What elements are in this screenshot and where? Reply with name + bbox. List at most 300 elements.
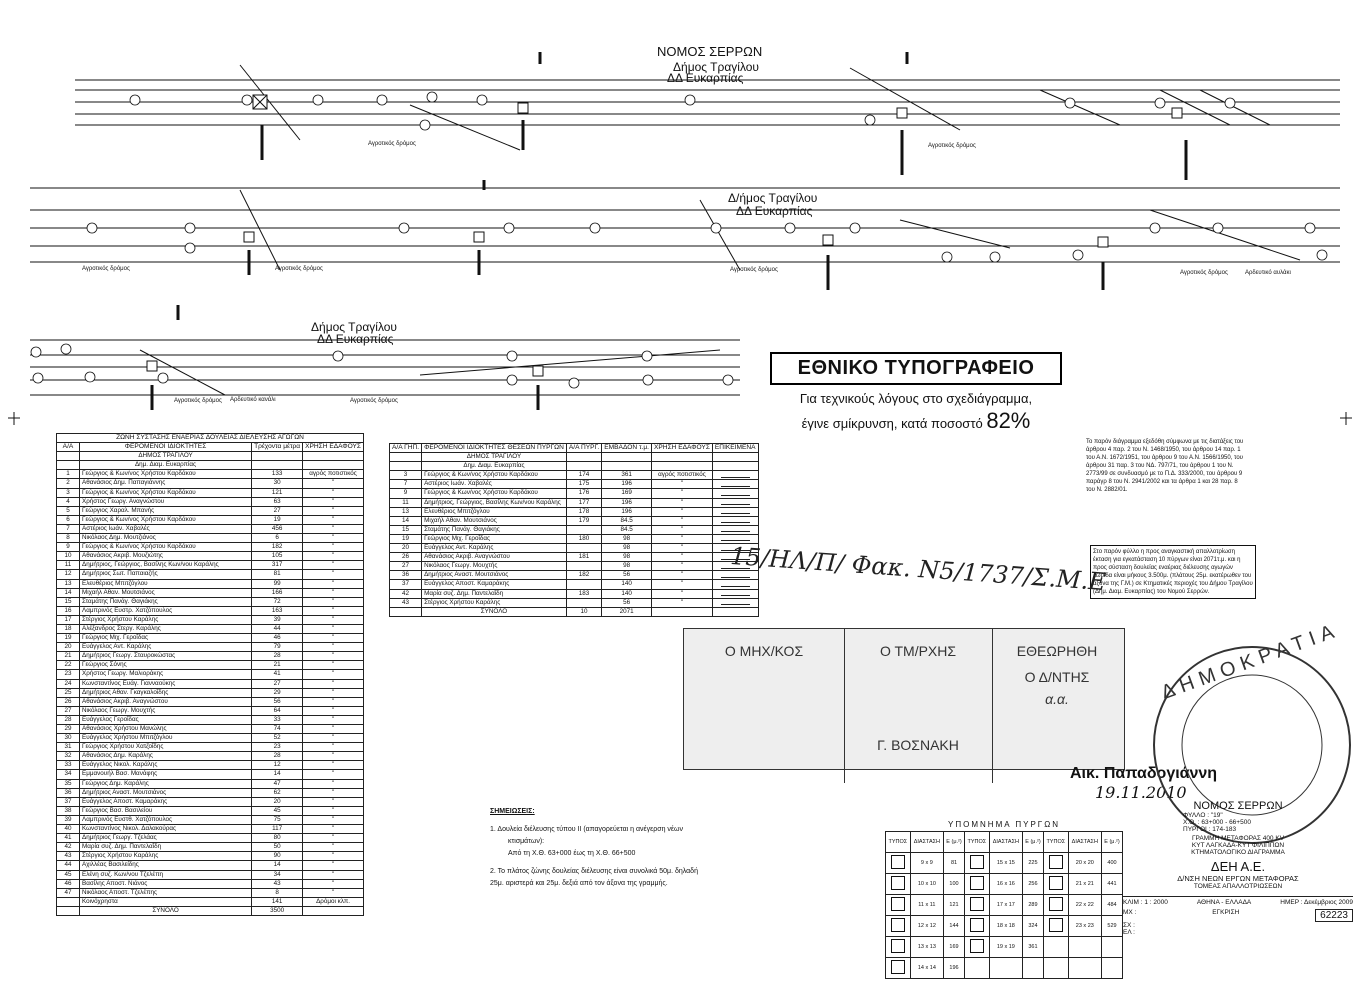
table-cell: " xyxy=(303,697,364,706)
legend-cell xyxy=(1101,958,1122,979)
table-row xyxy=(390,489,759,498)
legend-cell: 441 xyxy=(1101,874,1122,895)
table-cell: 31 xyxy=(57,743,80,752)
tower-symbol-icon xyxy=(886,937,911,958)
table-row xyxy=(57,679,364,688)
tower-legend xyxy=(885,820,1123,979)
table-row xyxy=(390,534,759,543)
table-cell: Γεώργιος & Κων/νος Χρήστου Καρδάκου xyxy=(422,489,567,498)
table-cell: 80 xyxy=(252,834,303,843)
table-cell: 38 xyxy=(57,806,80,815)
table-row xyxy=(57,706,364,715)
table-row xyxy=(57,825,364,834)
table-cell: 6 xyxy=(57,515,80,524)
table-row xyxy=(57,752,364,761)
table-row xyxy=(57,561,364,570)
ditch-label: Αρδευτικό κανάλι xyxy=(230,397,276,403)
table-cell: " xyxy=(303,843,364,852)
table-row xyxy=(57,888,364,897)
table-cell: 9 xyxy=(57,543,80,552)
table-row xyxy=(57,715,364,724)
table-cell: " xyxy=(303,506,364,515)
table-cell: Ευάγγελος Αντ. Καράλης xyxy=(80,643,252,652)
table-cell: Ελένη συζ. Κων/νου Τζελέπη xyxy=(80,870,252,879)
table-row xyxy=(390,571,759,580)
group-label: ΔΗΜΟΣ ΤΡΑΓΙΛΟΥ xyxy=(422,453,567,462)
table-cell: " xyxy=(652,562,713,571)
table-row xyxy=(390,516,759,525)
table-cell: 12 xyxy=(252,761,303,770)
table-cell: 98 xyxy=(602,562,652,571)
table-row xyxy=(57,570,364,579)
easement-table xyxy=(56,433,364,916)
table-cell: Ευάγγελος Νικολ. Καράλης xyxy=(80,761,252,770)
table-cell: 56 xyxy=(252,697,303,706)
legend-cell: 289 xyxy=(1023,895,1044,916)
tb-scale: ΚΛΙΜ : 1 : 2000 xyxy=(1123,899,1168,906)
table-cell: 175 xyxy=(566,480,601,489)
table-cell: " xyxy=(303,834,364,843)
table-cell: Γεώργιος Μιχ. Γεροΐδας xyxy=(80,634,252,643)
table-cell: 19 xyxy=(252,515,303,524)
table-row xyxy=(57,479,364,488)
easement-table-title: ΖΩΝΗ ΣΥΣΤΑΣΗΣ ΕΝΑΕΡΙΑΣ ΔΟΥΛΕΙΑΣ ΔΙΕΛΕΥΣΗΣ ΑΓΩΓΩΝ xyxy=(57,434,364,443)
table-cell: 16 xyxy=(57,606,80,615)
table-cell: Αθανάσιος Δημ. Καράλης xyxy=(80,752,252,761)
notice-line2: έγινε σμίκρυνση, κατά ποσοστό 82% xyxy=(801,408,1031,433)
table-cell: 15 xyxy=(57,597,80,606)
municipality-label-2: Δ/ήμος Τραγίλου xyxy=(728,191,818,205)
legend-header: ΔΙΑΣΤΑΣΗ xyxy=(989,832,1022,853)
table-cell: " xyxy=(652,480,713,489)
table-cell: " xyxy=(652,516,713,525)
table-cell: " xyxy=(652,507,713,516)
tb-sheet: ΦΥΛΛΟ : "19" xyxy=(1183,812,1223,819)
table-cell: " xyxy=(303,606,364,615)
note-2b: 25μ. αριστερά και 25μ. δεξιά από τον άξονα της γραμμής. xyxy=(490,880,668,887)
table-cell: " xyxy=(652,525,713,534)
legend-row xyxy=(886,958,1123,979)
table-cell: " xyxy=(303,870,364,879)
legend-cell: 529 xyxy=(1101,916,1122,937)
table-cell: Δημήτριος, Γεώργιος, Βασίλης Κων/νου Καράλης xyxy=(80,561,252,570)
tb-number: 62223 xyxy=(1315,909,1353,922)
table-cell xyxy=(566,580,601,589)
note-2: 2. Το πλάτος ζώνης δουλείας διέλευσης είναι συνολικά 50μ. δηλαδή xyxy=(490,868,698,875)
table-cell: 14 xyxy=(252,770,303,779)
legend-cell: 196 xyxy=(944,958,965,979)
legend-cell: 484 xyxy=(1101,895,1122,916)
table-cell xyxy=(566,562,601,571)
table-cell: 46 xyxy=(252,634,303,643)
table-cell: 13 xyxy=(57,579,80,588)
stamp-engineer: Ο ΜΗΧ/ΚΟΣ xyxy=(684,629,845,783)
table-cell: Ευάγγελος Αποστ. Καμαράκης xyxy=(80,797,252,806)
table-cell: 24 xyxy=(57,679,80,688)
table-cell: 34 xyxy=(252,870,303,879)
table-cell: 44 xyxy=(57,861,80,870)
total-area: 2071 xyxy=(602,607,652,616)
table-cell: 43 xyxy=(252,879,303,888)
table-row xyxy=(390,498,759,507)
table-cell: 7 xyxy=(390,480,422,489)
table-row xyxy=(57,797,364,806)
legend-header: ΤΥΠΟΣ xyxy=(886,832,911,853)
table-cell: " xyxy=(303,788,364,797)
tb-line-desc: ΓΡΑΜΜΗ ΜΕΤΑΦΟΡΑΣ 400 KV xyxy=(1191,835,1285,842)
tb-division: Δ/ΝΣΗ ΝΕΩΝ ΕΡΓΩΝ ΜΕΤΑΦΟΡΑΣ xyxy=(1177,874,1299,883)
tower-symbol-icon xyxy=(1043,895,1068,916)
table-cell: 17 xyxy=(57,615,80,624)
signature-date: 19.11.2010 xyxy=(1095,783,1187,802)
municipality-label: Δήμος Τραγίλου xyxy=(673,60,759,74)
table-row xyxy=(390,580,759,589)
table-cell: " xyxy=(303,852,364,861)
legend-cell: 23 x 23 xyxy=(1068,916,1101,937)
table-cell: Στέργιος Χρήστου Καράλης xyxy=(422,598,567,607)
legend-row xyxy=(886,895,1123,916)
col-header: ΕΠΙΚΕΙΜΕΝΑ xyxy=(712,444,758,453)
tb-diagram: ΚΤΗΜΑΤΟΛΟΓΙΚΟ ΔΙΑΓΡΑΜΜΑ xyxy=(1191,849,1285,856)
table-cell: 33 xyxy=(57,761,80,770)
notes-block xyxy=(490,806,750,890)
table-cell: " xyxy=(652,498,713,507)
table-cell: 179 xyxy=(566,516,601,525)
table-cell: 117 xyxy=(252,825,303,834)
table-cell: αγρός ποτιστικός xyxy=(303,470,364,479)
legend-header: ΔΙΑΣΤΑΣΗ xyxy=(910,832,943,853)
tb-approval: ΕΓΚΡΙΣΗ xyxy=(1212,909,1240,916)
tb-drawn: ΜΧ : xyxy=(1123,909,1137,916)
table-row xyxy=(57,579,364,588)
table-cell: " xyxy=(303,715,364,724)
table-cell: Αστέριος Ιωάν. Χαβαλές xyxy=(80,524,252,533)
table-cell: Λαμπρινός Ευστθ. Χατζόπουλος xyxy=(80,815,252,824)
legend-cell: 16 x 16 xyxy=(989,874,1022,895)
tb-ea: ΕΛ : xyxy=(1123,929,1135,936)
table-cell: 39 xyxy=(57,815,80,824)
table-row xyxy=(57,734,364,743)
table-cell: Κωνσταντίνος Ευάγ. Γιανναούκης xyxy=(80,679,252,688)
table-cell xyxy=(712,480,758,489)
table-cell: 133 xyxy=(252,470,303,479)
table-cell: Ευάγγελος Γεροΐδας xyxy=(80,715,252,724)
table-row xyxy=(57,697,364,706)
table-cell: 10 xyxy=(57,552,80,561)
district-label-3: ΔΔ Ευκαρπίας xyxy=(317,332,394,346)
table-cell: 98 xyxy=(602,544,652,553)
tower-symbol-icon xyxy=(964,874,989,895)
table-cell: 41 xyxy=(57,834,80,843)
table-cell: Γεώργιος Χαραλ. Μπανής xyxy=(80,506,252,515)
table-cell: " xyxy=(303,815,364,824)
table-cell: 27 xyxy=(390,562,422,571)
table-cell: Γεώργιος & Κων/νος Χρήστου Καρδάκου xyxy=(80,543,252,552)
legend-cell: 144 xyxy=(944,916,965,937)
table-cell: Νικόλαος Αποστ. Τζελέπης xyxy=(80,888,252,897)
table-cell: Δημήτριος Αναστ. Μουτσιάνος xyxy=(422,571,567,580)
table-cell: Γεώργιος Μιχ. Γεροΐδας xyxy=(422,534,567,543)
table-cell xyxy=(712,471,758,480)
table-cell: Γεώργιος & Κων/νος Χρήστου Καρδάκου xyxy=(80,515,252,524)
table-cell: Αστέριος Ιωάν. Χαβαλές xyxy=(422,480,567,489)
group-label: ΔΗΜΟΣ ΤΡΑΓΙΛΟΥ xyxy=(80,452,252,461)
group-label: Δημ. Διαμ. Ευκαρπίας xyxy=(80,461,252,470)
table-cell: Ευάγγελος Αντ. Καράλης xyxy=(422,544,567,553)
table-cell: 84.5 xyxy=(602,525,652,534)
table-cell: 50 xyxy=(252,843,303,852)
table-cell: Εμμανουήλ Βασ. Μανάφης xyxy=(80,770,252,779)
table-cell: 36 xyxy=(57,788,80,797)
tb-towers: ΠΥΡΓΟΙ : 174-183 xyxy=(1183,826,1237,833)
table-cell: " xyxy=(303,879,364,888)
table-cell: " xyxy=(303,634,364,643)
total-label: ΣΥΝΟΛΟ xyxy=(422,607,567,616)
table-cell: 6 xyxy=(252,534,303,543)
table-cell: 12 xyxy=(57,570,80,579)
table-cell: 46 xyxy=(57,879,80,888)
table-cell: 196 xyxy=(602,480,652,489)
table-cell xyxy=(712,498,758,507)
table-cell: 22 xyxy=(57,661,80,670)
table-cell: 5 xyxy=(57,506,80,515)
table-cell: 79 xyxy=(252,643,303,652)
table-cell: " xyxy=(652,580,713,589)
legend-cell: 256 xyxy=(1023,874,1044,895)
notice-percent: 82% xyxy=(986,408,1031,433)
legend-cell: 9 x 9 xyxy=(910,853,943,874)
table-cell: 26 xyxy=(57,697,80,706)
legend-cell: 81 xyxy=(944,853,965,874)
table-row xyxy=(57,552,364,561)
table-row xyxy=(390,507,759,516)
table-row xyxy=(57,770,364,779)
legend-table xyxy=(885,831,1123,979)
table-cell: 99 xyxy=(252,579,303,588)
table-cell: 44 xyxy=(252,624,303,633)
table-cell: Δημήτριος, Γεώργιος, Βασίλης Κων/νου Καράλης xyxy=(422,498,567,507)
legend-cell: 324 xyxy=(1023,916,1044,937)
table-cell: " xyxy=(303,543,364,552)
district-label: ΔΔ Ευκαρπίας xyxy=(667,71,744,85)
table-cell: 56 xyxy=(602,571,652,580)
table-cell: 36 xyxy=(390,571,422,580)
table-cell: Ελευθέριος Μπιτζόγλου xyxy=(80,579,252,588)
table-cell: 56 xyxy=(602,598,652,607)
table-cell: 81 xyxy=(252,570,303,579)
table-cell: 34 xyxy=(57,770,80,779)
ditch-label-2: Αρδευτικό αυλάκι xyxy=(1245,270,1291,276)
tower-symbol-icon xyxy=(886,895,911,916)
tower-symbol-icon xyxy=(886,916,911,937)
legend-cell: 20 x 20 xyxy=(1068,853,1101,874)
legal-note: Το παρόν διάγραμμα εξεδόθη σύμφωνα με τις διατάξεις του άρθρου 4 παρ. 2 του Ν. 1468/1950, του άρθρου 14 παρ. 1 του Α.Ν. 1672/1951, του άρθρου 9 του Α.Ν. 1566/1950, του άρθρου 31 παρ. 3 του ΝΔ. 797/71, του άρθρου 1 του Ν. 2773/99 σε συνδυασμό με το Π.Δ. 333/2000, του άρθρου 9 παράγρ 8 του Ν. 2941/2002 και τα άρθρα 1 και 28 παρ. 8 του Ν. 2882/01. xyxy=(1086,439,1244,493)
road-label: Αγροτικός δρόμος xyxy=(174,398,222,404)
table-cell: 14 xyxy=(57,588,80,597)
table-row xyxy=(390,544,759,553)
table-cell: 72 xyxy=(252,597,303,606)
table-cell: " xyxy=(303,806,364,815)
table-cell xyxy=(566,598,601,607)
table-row xyxy=(57,506,364,515)
table-cell: 166 xyxy=(252,588,303,597)
legend-cell: 11 x 11 xyxy=(910,895,943,916)
total-towers: 10 xyxy=(566,607,601,616)
road-label: Αγροτικός δρόμος xyxy=(350,398,398,404)
table-cell: " xyxy=(303,688,364,697)
legend-header: ΤΥΠΟΣ xyxy=(964,832,989,853)
table-cell: 37 xyxy=(57,797,80,806)
note-1: 1. Δουλεία διέλευσης τύπου ΙΙ (απαγορεύεται η ανέγερση νέων xyxy=(490,826,684,833)
table-cell: 39 xyxy=(252,615,303,624)
table-cell xyxy=(712,580,758,589)
table-cell: Αθανάσιος Χρήστου Μανώλης xyxy=(80,725,252,734)
table-cell: " xyxy=(303,661,364,670)
table-row xyxy=(57,779,364,788)
table-row xyxy=(57,543,364,552)
table-cell: Νικόλαος Δημ. Μουτζιάνος xyxy=(80,534,252,543)
table-cell: 13 xyxy=(390,507,422,516)
table-cell: Χρήστος Γεωργ. Μαλιοράκης xyxy=(80,670,252,679)
table-cell: 43 xyxy=(57,852,80,861)
table-cell: Μαρία συζ. Δημ. Παντελαΐδη xyxy=(80,843,252,852)
table-cell: 64 xyxy=(252,706,303,715)
legend-row xyxy=(886,937,1123,958)
table-cell: 37 xyxy=(390,580,422,589)
table-cell: 98 xyxy=(602,553,652,562)
road-label: Αγροτικός δρόμος xyxy=(368,141,416,147)
table-row xyxy=(57,634,364,643)
legend-cell: 121 xyxy=(944,895,965,916)
table-cell: Αχιλλέας Βασιλείδης xyxy=(80,861,252,870)
table-cell: Μιχαήλ Αθαν. Μουτσιάνος xyxy=(80,588,252,597)
table-cell: Αθανάσιος Δημ. Παπαγιάννης xyxy=(80,479,252,488)
national-printing-notice xyxy=(770,352,1062,432)
legend-cell: 14 x 14 xyxy=(910,958,943,979)
table-cell: 28 xyxy=(57,715,80,724)
legend-cell: 12 x 12 xyxy=(910,916,943,937)
table-cell: 27 xyxy=(252,679,303,688)
table-cell: 20 xyxy=(390,544,422,553)
table-cell: 63 xyxy=(252,497,303,506)
table-cell: Αθανάσιος Ακριβ. Αναγνώστου xyxy=(80,697,252,706)
table-cell: 23 xyxy=(252,743,303,752)
legend-header: ΔΙΑΣΤΑΣΗ xyxy=(1068,832,1101,853)
handwritten-reference: 15/ΗΛ/Π/ Φακ. Ν5/1737/Σ.Μ.Ε xyxy=(729,541,1107,597)
legend-header: Ε (μ.²) xyxy=(944,832,965,853)
table-cell: Ελευθέριος Μπιτζόγλου xyxy=(422,507,567,516)
notice-line1: Για τεχνικούς λόγους στο σχεδιάγραμμα, xyxy=(799,391,1033,406)
table-cell: Νικόλαος Γεωργ. Μουχτής xyxy=(80,706,252,715)
table-cell: 177 xyxy=(566,498,601,507)
legend-cell: 169 xyxy=(944,937,965,958)
tower-symbol-icon xyxy=(964,916,989,937)
table-cell: 20 xyxy=(57,643,80,652)
table-row xyxy=(57,652,364,661)
table-cell: 182 xyxy=(566,571,601,580)
legend-header: Ε (μ.²) xyxy=(1101,832,1122,853)
table-cell: " xyxy=(303,743,364,752)
table-cell: " xyxy=(303,615,364,624)
municipality-label-3: Δήμος Τραγίλου xyxy=(311,320,397,334)
legend-cell: 225 xyxy=(1023,853,1044,874)
col-header: ΕΜΒΑΔΟΝ τ.μ. xyxy=(602,444,652,453)
table-cell: " xyxy=(652,553,713,562)
table-cell: " xyxy=(303,561,364,570)
table-cell: 84.5 xyxy=(602,516,652,525)
table-row xyxy=(390,471,759,480)
tower-symbol-icon xyxy=(1043,937,1068,958)
table-cell: Αθανάσιος Ακριβ. Μουζιώτης xyxy=(80,552,252,561)
table-cell: 52 xyxy=(252,734,303,743)
tb-sx: ΣΧ : xyxy=(1123,922,1135,929)
table-cell: 47 xyxy=(252,779,303,788)
table-cell: 25 xyxy=(57,688,80,697)
tb-kp: Χ.Θ. : 63+000 - 66+500 xyxy=(1183,819,1251,826)
table-cell: " xyxy=(303,752,364,761)
legend-cell: 10 x 10 xyxy=(910,874,943,895)
table-row xyxy=(57,524,364,533)
table-cell: 180 xyxy=(566,534,601,543)
tb-date: ΗΜΕΡ : Δεκέμβριος 2009 xyxy=(1280,899,1353,906)
notice-title: ΕΘΝΙΚΟ ΤΥΠΟΓΡΑΦΕΙΟ xyxy=(770,352,1062,385)
tb-line-name: ΚΥΤ ΛΑΓΚΑΔΑ-ΚΥΤ ΦΙΛΙΠΠΩΝ xyxy=(1191,842,1285,849)
table-row xyxy=(57,806,364,815)
legend-cell: 400 xyxy=(1101,853,1122,874)
tb-company: ΔΕΗ Α.Ε. xyxy=(1210,859,1266,874)
table-cell: 176 xyxy=(566,489,601,498)
table-cell: " xyxy=(303,588,364,597)
road-label: Αγροτικός δρόμος xyxy=(928,143,976,149)
table-row xyxy=(57,843,364,852)
tower-symbol-icon xyxy=(964,958,989,979)
legend-cell: 21 x 21 xyxy=(1068,874,1101,895)
table-cell xyxy=(712,589,758,598)
table-cell: 30 xyxy=(57,734,80,743)
table-cell: 140 xyxy=(602,589,652,598)
table-cell: 21 xyxy=(252,661,303,670)
title-block xyxy=(1123,800,1353,950)
table-cell: " xyxy=(303,670,364,679)
road-label: Αγροτικός δρόμος xyxy=(275,266,323,272)
table-cell: 42 xyxy=(57,843,80,852)
towers-table xyxy=(389,443,759,617)
table-cell: 105 xyxy=(252,552,303,561)
table-row xyxy=(57,624,364,633)
table-cell: " xyxy=(303,761,364,770)
legend-cell: 13 x 13 xyxy=(910,937,943,958)
table-cell: " xyxy=(303,779,364,788)
table-cell: Γεώργιος Σόνης xyxy=(80,661,252,670)
table-row xyxy=(57,897,364,906)
table-cell: 75 xyxy=(252,815,303,824)
table-cell: 361 xyxy=(602,471,652,480)
col-header: ΦΕΡΟΜΕΝΟΙ ΙΔΙΟΚΤΗΤΕΣ ΘΕΣΕΩΝ ΠΥΡΓΩΝ xyxy=(422,444,567,453)
table-cell: " xyxy=(303,524,364,533)
table-row xyxy=(390,553,759,562)
table-cell: 29 xyxy=(57,725,80,734)
table-cell: " xyxy=(303,552,364,561)
table-row xyxy=(57,597,364,606)
table-cell: 20 xyxy=(252,797,303,806)
col-header: Α/Α ΓΗΠ. xyxy=(390,444,422,453)
table-cell: 45 xyxy=(57,870,80,879)
table-cell: 183 xyxy=(566,589,601,598)
table-row xyxy=(57,788,364,797)
table-row xyxy=(57,743,364,752)
table-cell: 19 xyxy=(57,634,80,643)
tower-symbol-icon xyxy=(886,958,911,979)
